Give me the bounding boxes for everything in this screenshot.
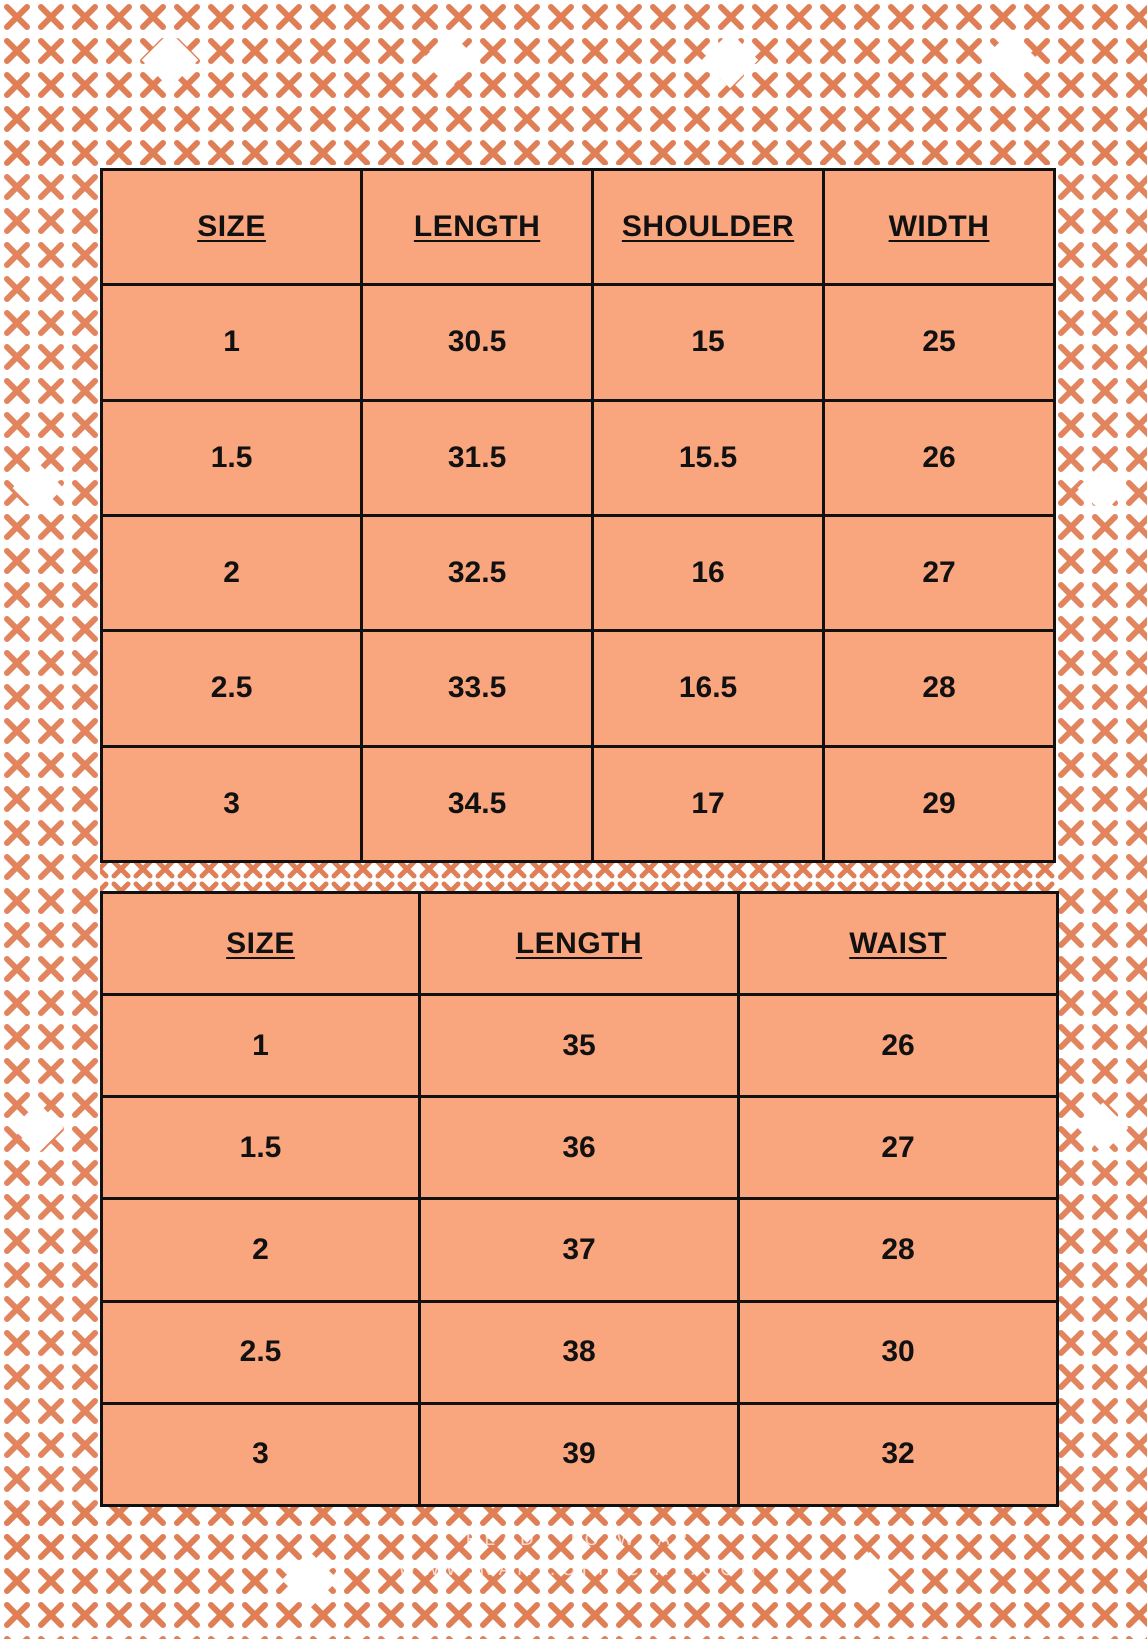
header-length: LENGTH — [362, 170, 593, 285]
table-row — [102, 746, 1055, 861]
cell-shoulder: 16 — [593, 515, 824, 630]
cell-length: 30.5 — [362, 285, 593, 400]
cell-waist: 28 — [739, 1199, 1058, 1301]
cell-size: 1 — [102, 995, 420, 1097]
cell-size: 2.5 — [102, 1301, 420, 1403]
cell-length: 31.5 — [362, 400, 593, 515]
cell-waist: 26 — [739, 995, 1058, 1097]
cell-size: 1.5 — [102, 1097, 420, 1199]
table-row — [102, 285, 1055, 400]
table-row — [102, 995, 1058, 1097]
cell-size: 3 — [102, 746, 362, 861]
cell-size: 1 — [102, 285, 362, 400]
cell-waist: 32 — [739, 1403, 1058, 1505]
cell-shoulder: 15 — [593, 285, 824, 400]
table-header-row — [102, 170, 1055, 285]
cell-length: 39 — [420, 1403, 739, 1505]
cell-length: 32.5 — [362, 515, 593, 630]
cell-size: 3 — [102, 1403, 420, 1505]
header-waist: WAIST — [739, 893, 1058, 995]
table-row — [102, 631, 1055, 746]
watermark-tagline: READY TO WEAR — [465, 1529, 695, 1550]
cell-width: 26 — [824, 400, 1055, 515]
top-size-chart-table — [100, 168, 1056, 863]
cell-length: 34.5 — [362, 746, 593, 861]
cell-size: 2.5 — [102, 631, 362, 746]
cell-width: 25 — [824, 285, 1055, 400]
cell-shoulder: 16.5 — [593, 631, 824, 746]
cell-waist: 30 — [739, 1301, 1058, 1403]
cell-width: 29 — [824, 746, 1055, 861]
header-size: SIZE — [102, 893, 420, 995]
header-length: LENGTH — [420, 893, 739, 995]
cell-size: 2 — [102, 515, 362, 630]
cell-shoulder: 15.5 — [593, 400, 824, 515]
cell-width: 27 — [824, 515, 1055, 630]
table-row — [102, 400, 1055, 515]
cell-length: 38 — [420, 1301, 739, 1403]
cell-length: 36 — [420, 1097, 739, 1199]
header-shoulder: SHOULDER — [593, 170, 824, 285]
cell-size: 2 — [102, 1199, 420, 1301]
header-size: SIZE — [102, 170, 362, 285]
table-row — [102, 1097, 1058, 1199]
brand-watermark — [380, 1525, 780, 1585]
table-row — [102, 1301, 1058, 1403]
bottom-size-chart-table — [100, 891, 1059, 1507]
cell-shoulder: 17 — [593, 746, 824, 861]
cell-length: 35 — [420, 995, 739, 1097]
table-header-row — [102, 893, 1058, 995]
watermark-url: WWW.NAMI.OFFICIAL.COM — [398, 1559, 762, 1580]
cell-waist: 27 — [739, 1097, 1058, 1199]
header-width: WIDTH — [824, 170, 1055, 285]
table-row — [102, 1199, 1058, 1301]
cell-length: 33.5 — [362, 631, 593, 746]
table-row — [102, 515, 1055, 630]
cell-length: 37 — [420, 1199, 739, 1301]
cell-width: 28 — [824, 631, 1055, 746]
table-row — [102, 1403, 1058, 1505]
cell-size: 1.5 — [102, 400, 362, 515]
